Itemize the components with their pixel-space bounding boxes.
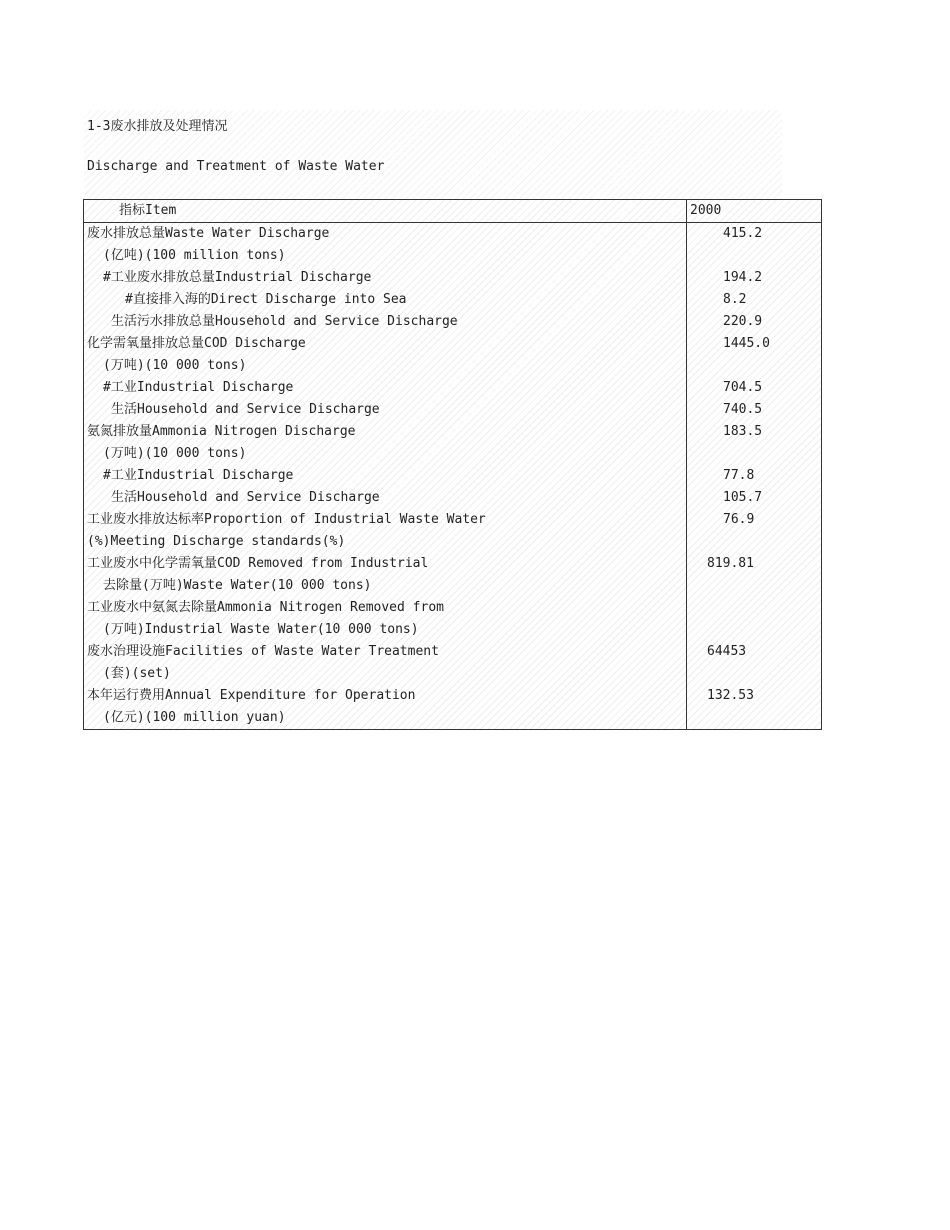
row-label-cell[interactable] (84, 465, 687, 487)
row-label-cell[interactable] (84, 399, 687, 421)
row-label-cell[interactable] (84, 223, 687, 246)
row-label-cell[interactable] (84, 267, 687, 289)
row-label-cell[interactable] (84, 289, 687, 311)
row-value: 64453 (707, 644, 747, 659)
row-value-cell[interactable] (687, 245, 822, 267)
row-label: 生活Household and Service Discharge (111, 490, 380, 505)
row-value: 1445.0 (723, 336, 770, 351)
row-label: (套)(set) (103, 666, 171, 681)
page-title-chinese: 1-3废水排放及处理情况 (87, 119, 228, 134)
row-label: 工业废水排放达标率Proportion of Industrial Waste Water (87, 512, 486, 527)
row-value: 740.5 (723, 402, 763, 417)
table-row (84, 509, 822, 531)
row-value-cell[interactable] (687, 641, 822, 663)
row-value: 132.53 (707, 688, 754, 703)
table-row (84, 619, 822, 641)
header-item[interactable] (84, 200, 687, 223)
table-row (84, 355, 822, 377)
row-label: #工业Industrial Discharge (103, 468, 294, 483)
row-label: 工业废水中氨氮去除量Ammonia Nitrogen Removed from (87, 600, 444, 615)
row-label: 生活Household and Service Discharge (111, 402, 380, 417)
row-label-cell[interactable] (84, 245, 687, 267)
table-row (84, 707, 822, 730)
row-value: 819.81 (707, 556, 754, 571)
row-value-cell[interactable] (687, 597, 822, 619)
table-row (84, 421, 822, 443)
table-row (84, 663, 822, 685)
table-row (84, 223, 822, 246)
row-label: #工业废水排放总量Industrial Discharge (103, 270, 372, 285)
row-label-cell[interactable] (84, 377, 687, 399)
table-row (84, 399, 822, 421)
header-year[interactable] (687, 200, 822, 223)
waste-water-table (83, 199, 822, 730)
row-label-cell[interactable] (84, 663, 687, 685)
row-label: 化学需氧量排放总量COD Discharge (87, 336, 306, 351)
table-row (84, 553, 822, 575)
table-row (84, 443, 822, 465)
row-label: #工业Industrial Discharge (103, 380, 294, 395)
table-row (84, 245, 822, 267)
row-value-cell[interactable] (687, 311, 822, 333)
table-row (84, 333, 822, 355)
row-value: 8.2 (723, 292, 747, 307)
row-label: 生活污水排放总量Household and Service Discharge (111, 314, 458, 329)
row-label-cell[interactable] (84, 553, 687, 575)
row-label: #直接排入海的Direct Discharge into Sea (125, 292, 407, 307)
row-label: 去除量(万吨)Waste Water(10 000 tons) (103, 578, 372, 593)
table-row (84, 311, 822, 333)
row-label-cell[interactable] (84, 597, 687, 619)
row-value: 704.5 (723, 380, 763, 395)
row-value-cell[interactable] (687, 707, 822, 730)
row-label-cell[interactable] (84, 443, 687, 465)
row-label-cell[interactable] (84, 619, 687, 641)
row-value: 183.5 (723, 424, 763, 439)
row-value-cell[interactable] (687, 267, 822, 289)
row-value: 105.7 (723, 490, 763, 505)
row-label: (万吨)(10 000 tons) (103, 358, 247, 373)
table-row (84, 597, 822, 619)
row-label-cell[interactable] (84, 575, 687, 597)
row-value-cell[interactable] (687, 685, 822, 707)
row-value-cell[interactable] (687, 509, 822, 531)
table-row (84, 685, 822, 707)
row-value: 194.2 (723, 270, 763, 285)
row-label: 废水排放总量Waste Water Discharge (87, 226, 330, 241)
table-row (84, 465, 822, 487)
row-label: (万吨)Industrial Waste Water(10 000 tons) (103, 622, 419, 637)
row-label-cell[interactable] (84, 311, 687, 333)
row-label: (%)Meeting Discharge standards(%) (87, 534, 346, 549)
header-year-label: 2000 (690, 203, 722, 218)
row-value-cell[interactable] (687, 223, 822, 246)
table-row (84, 377, 822, 399)
row-value-cell[interactable] (687, 465, 822, 487)
table-header-row (84, 200, 822, 223)
row-value-cell[interactable] (687, 553, 822, 575)
row-label-cell[interactable] (84, 509, 687, 531)
row-label-cell[interactable] (84, 333, 687, 355)
row-value: 76.9 (723, 512, 755, 527)
row-value-cell[interactable] (687, 399, 822, 421)
table-row (84, 531, 822, 553)
row-value-cell[interactable] (687, 487, 822, 509)
page-title-english: Discharge and Treatment of Waste Water (87, 159, 385, 174)
table-row (84, 267, 822, 289)
row-label-cell[interactable] (84, 421, 687, 443)
table-row (84, 575, 822, 597)
row-label-cell[interactable] (84, 641, 687, 663)
row-value-cell[interactable] (687, 531, 822, 553)
row-value-cell[interactable] (687, 443, 822, 465)
row-label: 废水治理设施Facilities of Waste Water Treatment (87, 644, 439, 659)
row-label-cell[interactable] (84, 355, 687, 377)
row-label: (亿吨)(100 million tons) (103, 248, 286, 263)
row-value: 77.8 (723, 468, 755, 483)
row-label-cell[interactable] (84, 487, 687, 509)
table-row (84, 289, 822, 311)
row-value-cell[interactable] (687, 355, 822, 377)
row-value-cell[interactable] (687, 333, 822, 355)
row-label-cell[interactable] (84, 707, 687, 730)
row-value-cell[interactable] (687, 377, 822, 399)
row-value-cell[interactable] (687, 619, 822, 641)
row-label: (万吨)(10 000 tons) (103, 446, 247, 461)
row-value-cell[interactable] (687, 575, 822, 597)
table-row (84, 487, 822, 509)
row-value-cell[interactable] (687, 289, 822, 311)
row-value: 220.9 (723, 314, 763, 329)
table-row (84, 641, 822, 663)
table-body (84, 223, 822, 730)
header-item-label: 指标Item (119, 203, 177, 218)
row-label-cell[interactable] (84, 531, 687, 553)
row-value-cell[interactable] (687, 421, 822, 443)
row-label: (亿元)(100 million yuan) (103, 710, 286, 725)
row-value-cell[interactable] (687, 663, 822, 685)
row-label-cell[interactable] (84, 685, 687, 707)
row-label: 本年运行费用Annual Expenditure for Operation (87, 688, 416, 703)
row-label: 工业废水中化学需氧量COD Removed from Industrial (87, 556, 429, 571)
row-value: 415.2 (723, 226, 763, 241)
row-label: 氨氮排放量Ammonia Nitrogen Discharge (87, 424, 356, 439)
